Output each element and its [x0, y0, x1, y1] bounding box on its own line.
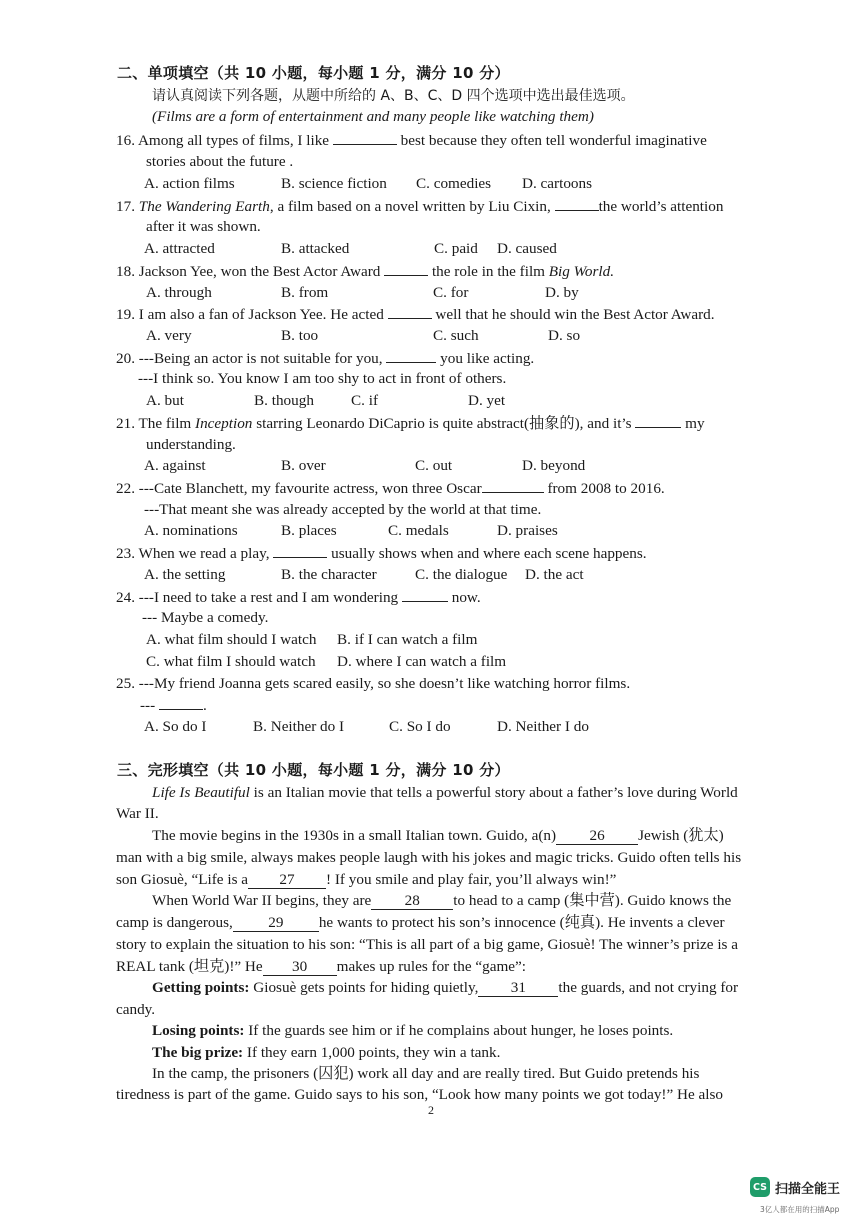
option-b: B. science fiction [281, 175, 387, 192]
cs-badge-icon: CS [750, 1177, 770, 1197]
cloze-blank-31: 31 [478, 980, 558, 997]
section-2-instruction: 请认真阅读下列各题，从题中所给的 A、B、C、D 四个选项中选出最佳选项。 [152, 88, 635, 104]
question-25-continued: --- . [140, 697, 207, 714]
passage-line: In the camp, the prisoners (囚犯) work all day and are really tired. But Guido pretends his [152, 1065, 700, 1082]
answer-blank [159, 695, 203, 710]
passage-line: The big prize: If they earn 1,000 points, they win a tank. [152, 1044, 501, 1061]
option-c: C. such [433, 327, 479, 344]
question-17: 17. The Wandering Earth, a film based on a novel written by Liu Cixin, the world’s attention [116, 198, 724, 215]
option-d: D. the act [525, 566, 584, 583]
option-d: D. caused [497, 240, 557, 257]
option-d: D. praises [497, 522, 558, 539]
option-a: A. attracted [144, 240, 215, 257]
question-22-continued: ---That meant she was already accepted by the world at that time. [144, 501, 542, 518]
question-18: 18. Jackson Yee, won the Best Actor Award the role in the film Big World. [116, 263, 615, 280]
option-d: D. beyond [522, 457, 586, 474]
question-20: 20. ---Being an actor is not suitable for you, you like acting. [116, 350, 535, 367]
passage-line: candy. [116, 1001, 156, 1018]
option-b: B. the character [281, 566, 377, 583]
passage-line: man with a big smile, always makes people laugh with his jokes and magic tricks. Guido often tells his [116, 849, 742, 866]
option-c: C. if [351, 392, 379, 409]
option-a: A. the setting [144, 566, 226, 583]
cloze-blank-27: 27 [248, 872, 326, 889]
option-a: A. very [146, 327, 192, 344]
passage-line: The movie begins in the 1930s in a small Italian town. Guido, a(n) 26 Jewish (犹太) [152, 827, 724, 844]
option-c: C. medals [388, 522, 449, 539]
question-24-continued: --- Maybe a comedy. [142, 609, 269, 626]
option-c: C. out [415, 457, 453, 474]
answer-blank [273, 543, 327, 558]
option-b: B. over [281, 457, 326, 474]
passage-line: War II. [116, 805, 159, 822]
option-a: A. nominations [144, 522, 238, 539]
option-d: D. yet [468, 392, 506, 409]
option-c: C. paid [434, 240, 478, 257]
cloze-blank-29: 29 [233, 915, 319, 932]
option-d: D. cartoons [522, 175, 593, 192]
answer-blank [635, 413, 681, 428]
option-a: A. through [146, 284, 212, 301]
answer-blank [386, 348, 436, 363]
option-a: A. but [146, 392, 184, 409]
passage-line: Life Is Beautiful is an Italian movie that tells a powerful story about a father’s love during World [152, 784, 738, 801]
option-c: C. for [433, 284, 469, 301]
option-b: B. Neither do I [253, 718, 345, 735]
option-a: A. what film should I watch [146, 631, 317, 648]
option-c: C. So I do [389, 718, 451, 735]
logo-tagline: 3亿人都在用的扫描App [760, 1205, 840, 1214]
question-20-continued: ---I think so. You know I am too shy to act in front of others. [138, 370, 507, 387]
answer-blank [333, 130, 397, 145]
passage-line: tiredness is part of the game. Guido says to his son, “Look how many points we got today!” He also [116, 1086, 723, 1103]
passage-line: REAL tank (坦克)!” He 30 makes up rules for the “game”: [116, 958, 526, 975]
passage-line: Losing points: If the guards see him or if he complains about hunger, he loses points. [152, 1022, 674, 1039]
option-b: B. attacked [281, 240, 350, 257]
option-d: D. by [545, 284, 579, 301]
option-c: C. what film I should watch [146, 653, 316, 670]
answer-blank [555, 196, 599, 211]
option-d: D. where I can watch a film [337, 653, 507, 670]
question-19: 19. I am also a fan of Jackson Yee. He acted well that he should win the Best Actor Award. [116, 306, 715, 323]
question-23: 23. When we read a play, usually shows when and where each scene happens. [116, 545, 647, 562]
passage-line: Getting points: Giosuè gets points for hiding quietly, 31 the guards, and not crying for [152, 979, 739, 996]
option-c: C. comedies [416, 175, 492, 192]
cloze-blank-30: 30 [263, 959, 337, 976]
question-25: 25. ---My friend Joanna gets scared easily, so she doesn’t like watching horror films. [116, 675, 631, 692]
cloze-blank-28: 28 [371, 893, 453, 910]
answer-blank [482, 478, 544, 493]
passage-line: story to explain the situation to his son: “This is all part of a big game, Giosuè! The winner’s prize is a [116, 936, 739, 953]
camscanner-logo [750, 1177, 840, 1197]
option-b: B. places [281, 522, 337, 539]
question-21: 21. The film Inception starring Leonardo DiCaprio is quite abstract(抽象的), and it’s my [116, 415, 705, 432]
passage-line: camp is dangerous, 29 he wants to protect his son’s innocence (纯真). He invents a clever [116, 914, 725, 931]
option-a: A. against [144, 457, 206, 474]
section-2-title: 二、单项填空（共 10 小题，每小题 1 分，满分 10 分） [117, 64, 510, 82]
question-16-continued: stories about the future . [146, 153, 294, 170]
option-c: C. the dialogue [415, 566, 508, 583]
option-d: D. so [548, 327, 581, 344]
page-number: 2 [428, 1103, 434, 1117]
question-22: 22. ---Cate Blanchett, my favourite actress, won three Oscar from 2008 to 2016. [116, 480, 665, 497]
answer-blank [384, 261, 428, 276]
passage-line: son Giosuè, “Life is a 27 ! If you smile and play fair, you’ll always win!” [116, 871, 617, 888]
answer-blank [388, 304, 432, 319]
section-2-subtitle: (Films are a form of entertainment and many people like watching them) [152, 108, 594, 125]
option-b: B. too [281, 327, 319, 344]
question-17-continued: after it was shown. [146, 218, 261, 235]
option-b: B. if I can watch a film [337, 631, 478, 648]
cloze-blank-26: 26 [556, 828, 638, 845]
option-d: D. Neither I do [497, 718, 589, 735]
answer-blank [402, 587, 448, 602]
option-b: B. from [281, 284, 329, 301]
section-3-title: 三、完形填空（共 10 小题，每小题 1 分，满分 10 分） [117, 761, 510, 779]
logo-name: 扫描全能王 [775, 1181, 841, 1197]
option-b: B. though [254, 392, 314, 409]
option-a: A. So do I [144, 718, 207, 735]
question-16: 16. Among all types of films, I like best because they often tell wonderful imaginative [116, 132, 707, 149]
passage-line: When World War II begins, they are 28 to head to a camp (集中营). Guido knows the [152, 892, 732, 909]
question-24: 24. ---I need to take a rest and I am wondering now. [116, 589, 481, 606]
question-21-continued: understanding. [146, 436, 236, 453]
option-a: A. action films [144, 175, 235, 192]
